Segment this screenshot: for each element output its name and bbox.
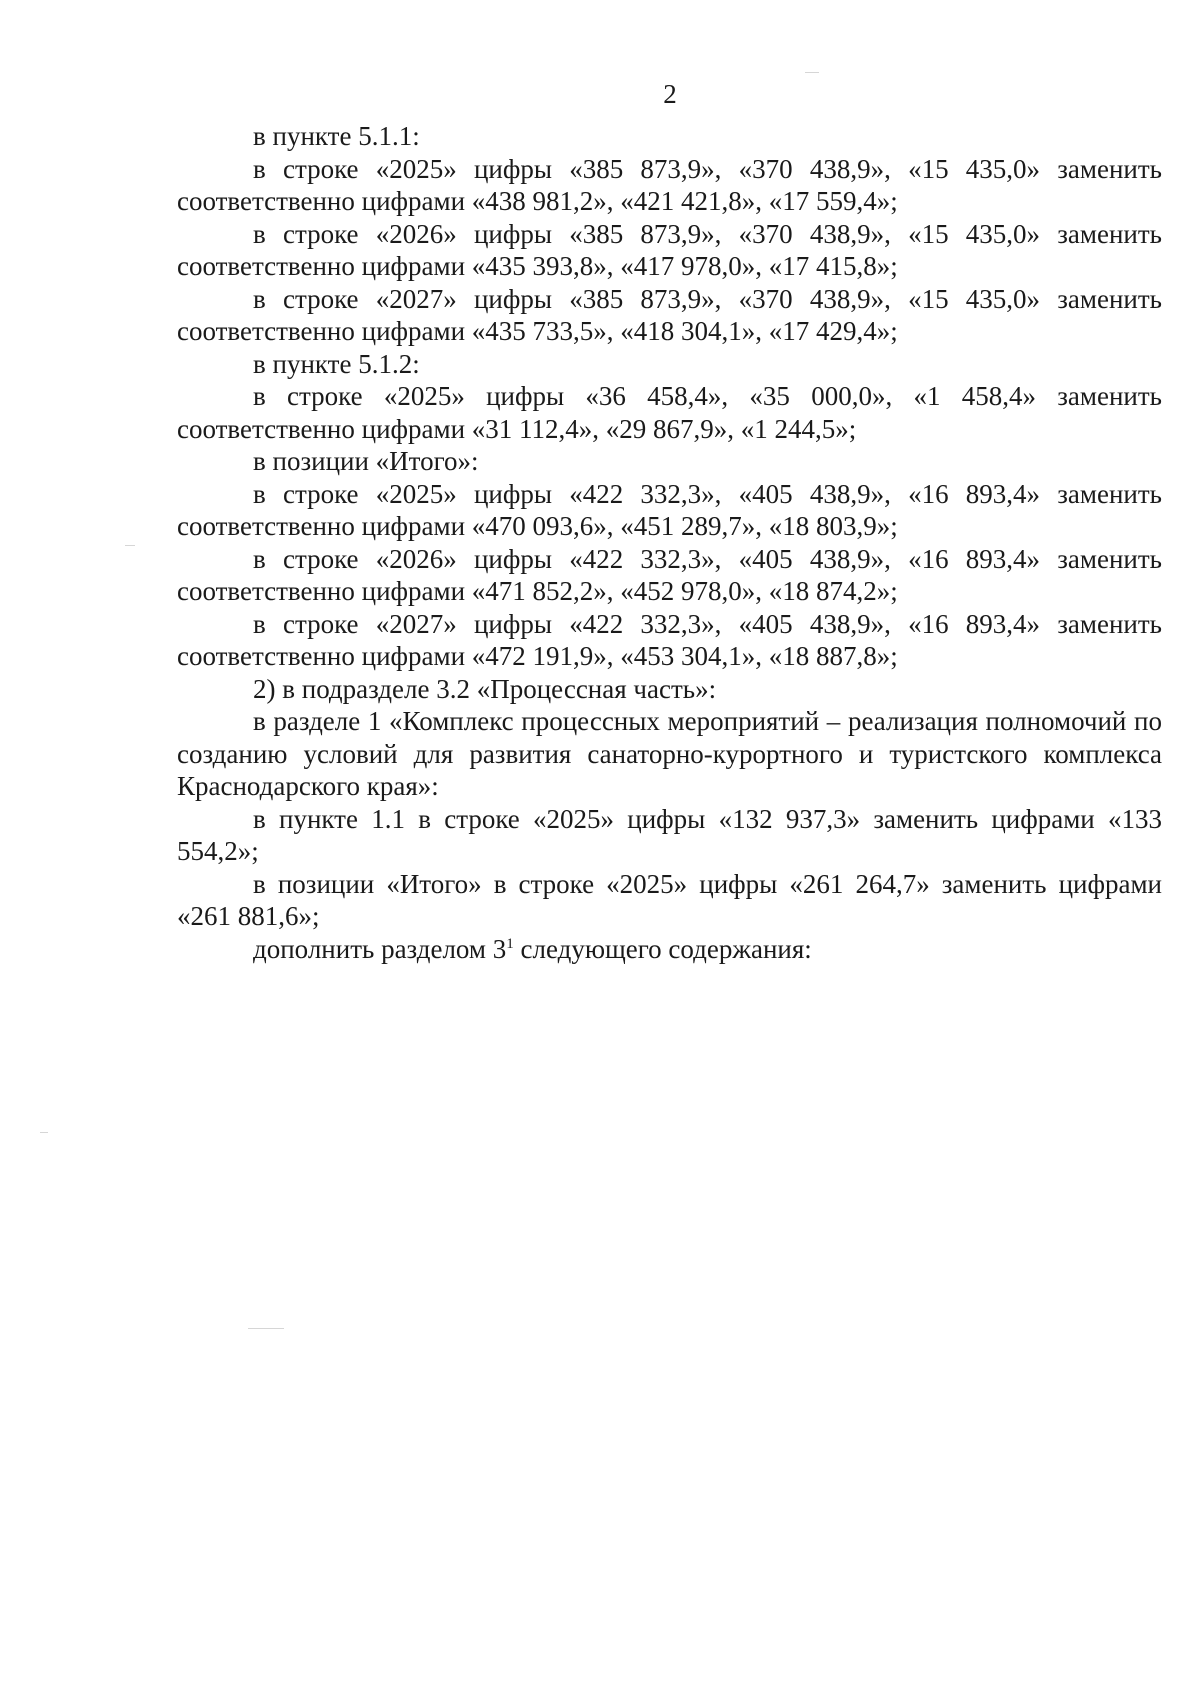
paragraph-row-2025-item-5-1-1: в строке «2025» цифры «385 873,9», «370 438,9», «15 435,0» заменить соответственно цифрами «438 981,2», «421 421,8», «17 559,4»; [177,153,1162,216]
paragraph-item-1-1: в пункте 1.1 в строке «2025» цифры «132 937,3» заменить цифрами «133 554,2»; [177,803,1162,866]
paragraph-total-position: в позиции «Итого»: [253,446,479,476]
paragraph-add-section [177,933,1162,966]
paragraph-item-5-1-1: в пункте 5.1.1: [253,121,420,151]
paragraph-item-5-1-2: в пункте 5.1.2: [253,348,420,379]
scan-artifact-left [125,545,135,546]
paragraph-row-2026-item-5-1-1: в строке «2026» цифры «385 873,9», «370 438,9», «15 435,0» заменить соответственно цифрами «435 393,8», «417 978,0», «17 415,8»; [177,218,1162,281]
add-section-text: дополнить разделом 3 [253,933,507,964]
scan-artifact-bottom [248,1328,284,1329]
document-body [177,120,1162,965]
add-section-text-end: следующего содержания: [513,933,812,964]
paragraph-row-2027-total: в строке «2027» цифры «422 332,3», «405 438,9», «16 893,4» заменить соответственно цифрами «472 191,9», «453 304,1», «18 887,8»; [177,608,1162,671]
page-number: 2 [663,79,677,109]
paragraph-row-2025-total: в строке «2025» цифры «422 332,3», «405 438,9», «16 893,4» заменить соответственно цифрами «470 093,6», «451 289,7», «18 803,9»; [177,478,1162,541]
paragraph-row-2027-item-5-1-1: в строке «2027» цифры «385 873,9», «370 438,9», «15 435,0» заменить соответственно цифрами «435 733,5», «418 304,1», «17 429,4»; [177,283,1162,346]
paragraph-section-1: в разделе 1 «Комплекс процессных мероприятий – реализация полномочий по созданию условий для развития санаторно-курортного и туристского комплекса Краснодарского края»: [177,706,1162,801]
scan-artifact-top [805,72,819,73]
section-superscript: 1 [506,935,514,952]
paragraph-subsection-3-2: 2) в подразделе 3.2 «Процессная часть»: [253,673,717,704]
scan-artifact-left-lower [40,1132,48,1133]
paragraph-total-2025: в позиции «Итого» в строке «2025» цифры «261 264,7» заменить цифрами «261 881,6»; [177,868,1162,931]
paragraph-row-2026-total: в строке «2026» цифры «422 332,3», «405 438,9», «16 893,4» заменить соответственно цифрами «471 852,2», «452 978,0», «18 874,2»; [177,543,1162,606]
paragraph-row-2025-item-5-1-2: в строке «2025» цифры «36 458,4», «35 000,0», «1 458,4» заменить соответственно цифрами «31 112,4», «29 867,9», «1 244,5»; [177,381,1162,444]
